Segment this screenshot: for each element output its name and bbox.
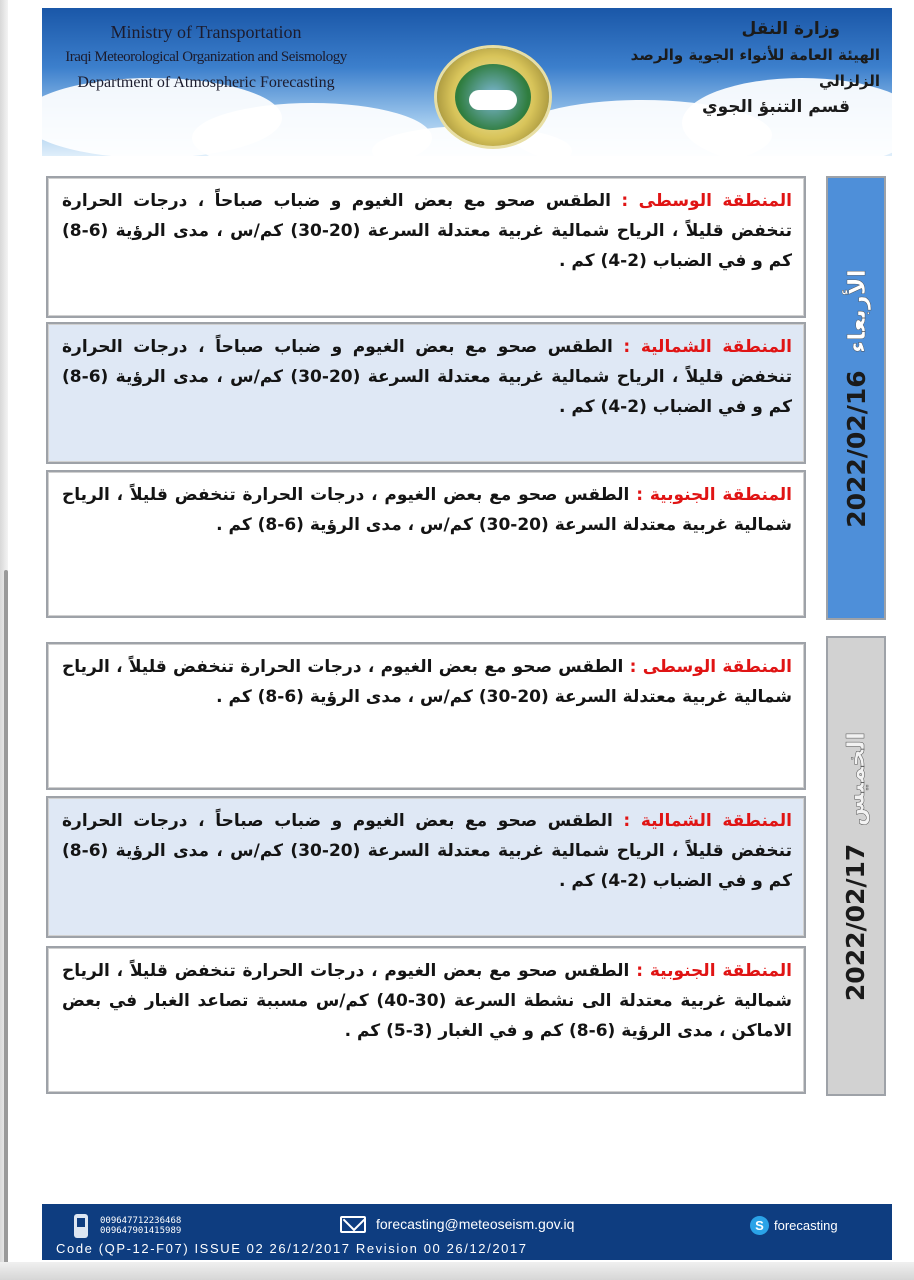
date-value: 2022/02/17 (841, 843, 871, 1001)
ministry-name-en: Ministry of Transportation (110, 22, 302, 42)
forecast-day-2 (42, 636, 892, 1096)
region-forecast-north (46, 796, 806, 938)
phone-number: 009647712236468 (100, 1216, 182, 1226)
organization-seal-logo (437, 48, 549, 146)
region-name: المنطقة الجنوبية : (636, 961, 793, 981)
date-label (842, 731, 871, 1000)
phone-numbers (100, 1216, 181, 1236)
region-forecast-text: الطقس صحو مع بعض الغيوم و ضباب صباحاً ، درجات الحرارة تنخفض قليلاً ، الرياح شمالية غربية معتدلة السرعة (20-30) كم/س ، مدى الرؤية (6-8) كم و في الضباب (2-4) كم . (62, 191, 792, 271)
logo-cloud-icon (469, 90, 517, 110)
skype-handle[interactable]: forecasting (774, 1218, 838, 1233)
region-name: المنطقة الشمالية : (623, 811, 792, 831)
header-arabic (600, 16, 880, 120)
logo-globe (455, 64, 531, 130)
footer-bar (42, 1204, 892, 1260)
organization-name-en: Iraqi Meteorological Organization and Seismology (65, 49, 347, 65)
region-forecast-south (46, 470, 806, 618)
footer-contacts (42, 1210, 892, 1240)
date-strip (826, 176, 886, 620)
weekday-label: الخميس (842, 731, 871, 826)
region-forecast-central (46, 642, 806, 790)
header-english (56, 20, 356, 95)
date-label (842, 269, 871, 528)
skype-icon: S (750, 1216, 769, 1235)
forecast-day-1 (42, 176, 892, 620)
region-forecast-text: الطقس صحو مع بعض الغيوم ، درجات الحرارة تنخفض قليلاً ، الرياح شمالية غربية معتدلة الى نشطة السرعة (30-40) كم/س مسببة تصاعد الغبار في بعض الاماكن ، مدى الرؤية (6-8) كم و في الغبار (3-5) كم . (62, 961, 792, 1041)
phone-number: 009647901415989 (100, 1226, 182, 1236)
header-banner (42, 8, 892, 156)
email-link[interactable]: forecasting@meteoseism.gov.iq (376, 1216, 575, 1232)
region-forecast-south (46, 946, 806, 1094)
mail-icon (340, 1216, 366, 1233)
page-bottom-edge (0, 1262, 914, 1280)
date-strip (826, 636, 886, 1096)
region-forecast-central (46, 176, 806, 318)
document-code-line: Code (QP-12-F07) ISSUE 02 26/12/2017 Revision 00 26/12/2017 (56, 1241, 528, 1256)
department-name-en: Department of Atmospheric Forecasting (77, 74, 335, 91)
organization-name-ar: الهيئة العامة للأنواء الجوية والرصد الزلزالي (630, 46, 880, 90)
date-value: 2022/02/16 (841, 369, 871, 528)
region-name: المنطقة الوسطى : (621, 191, 792, 211)
region-forecast-north (46, 322, 806, 464)
region-forecast-text: الطقس صحو مع بعض الغيوم و ضباب صباحاً ، درجات الحرارة تنخفض قليلاً ، الرياح شمالية غربية معتدلة السرعة (20-30) كم/س ، مدى الرؤية (6-8) كم و في الضباب (2-4) كم . (62, 337, 792, 417)
weekday-label: الأربعاء (842, 268, 871, 353)
department-name-ar: قسم التنبؤ الجوي (702, 97, 850, 117)
region-forecast-text: الطقس صحو مع بعض الغيوم و ضباب صباحاً ، درجات الحرارة تنخفض قليلاً ، الرياح شمالية غربية معتدلة السرعة (20-30) كم/س ، مدى الرؤية (6-8) كم و في الضباب (2-4) كم . (62, 811, 792, 891)
region-forecast-text: الطقس صحو مع بعض الغيوم ، درجات الحرارة تنخفض قليلاً ، الرياح شمالية غربية معتدلة السرعة (20-30) كم/س ، مدى الرؤية (6-8) كم . (62, 657, 792, 707)
region-name: المنطقة الوسطى : (629, 657, 793, 677)
region-forecast-text: الطقس صحو مع بعض الغيوم ، درجات الحرارة تنخفض قليلاً ، الرياح شمالية غربية معتدلة السرعة (20-30) كم/س ، مدى الرؤية (6-8) كم . (62, 485, 792, 535)
region-name: المنطقة الجنوبية : (636, 485, 793, 505)
scrollbar[interactable] (4, 570, 8, 1270)
phone-icon (74, 1214, 88, 1238)
region-name: المنطقة الشمالية : (623, 337, 792, 357)
ministry-name-ar: وزارة النقل (741, 19, 840, 39)
